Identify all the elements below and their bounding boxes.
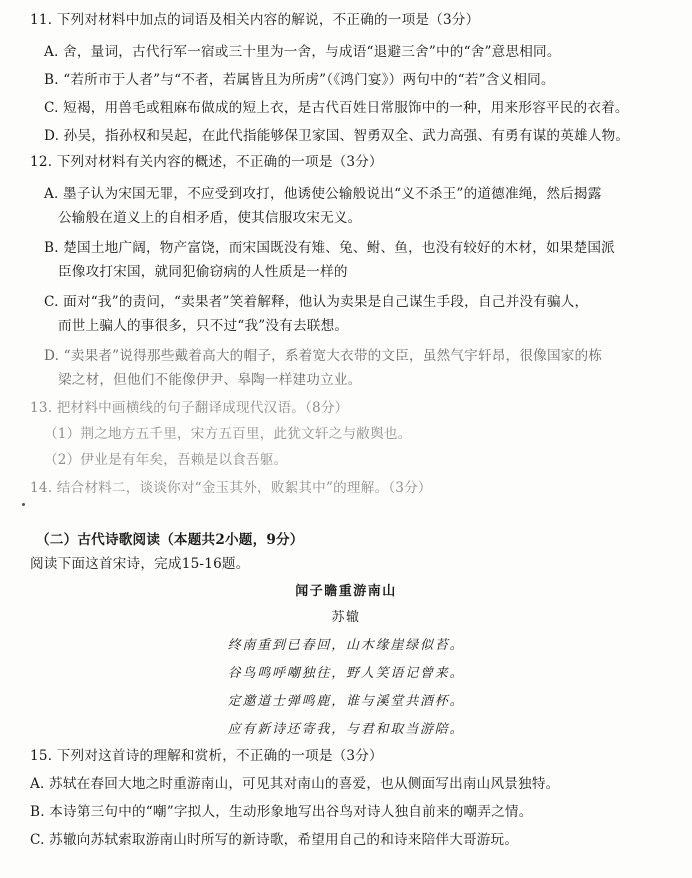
section2-heading: （二）古代诗歌阅读（本题共2小题，9分） (36, 532, 304, 548)
q13-stem: 13. 把材料中画横线的句子翻译成现代汉语。（8分） (30, 400, 349, 416)
section2-instruction: 阅读下面这首宋诗，完成15-16题。 (30, 556, 250, 572)
q12-option-c: C. 面对“我”的责问，“卖果者”笑着解释，他认为卖果是自己谋生手段，自己并没有骗人， (44, 294, 589, 310)
q11-option-d: D. 孙吴，指孙权和吴起，在此代指能够保卫家国、智勇双全、武力高强、有勇有谋的英雄人物。 (44, 128, 630, 144)
q11-stem: 11. 下列对材料中加点的词语及相关内容的解说，不正确的一项是（3分） (30, 12, 480, 28)
poem-author: 苏辙 (331, 610, 361, 625)
q12-option-a-cont: 公输般在道义上的自相矛盾，使其信服攻宋无义。 (58, 210, 362, 226)
ink-mark (22, 503, 25, 506)
q12-stem: 12. 下列对材料有关内容的概述，不正确的一项是（3分） (30, 154, 383, 170)
q12-option-d: D. “卖果者”说得那些戴着高大的帽子，系着宽大衣带的文臣，虽然气宇轩昂，很像国家的栋 (44, 348, 603, 364)
q12-option-a: A. 墨子认为宋国无罪，不应受到攻打，他诱使公输般说出“义不杀王”的道德准绳，然后揭露 (44, 186, 602, 202)
poem-title: 闻子瞻重游南山 (295, 584, 397, 599)
q12-option-d-cont: 梁之材，但他们不能像伊尹、皋陶一样建功立业。 (58, 372, 362, 388)
q15-stem: 15. 下列对这首诗的理解和赏析，不正确的一项是（3分） (30, 748, 383, 764)
q11-option-a: A. 舍，量词，古代行军一宿或三十里为一舍，与成语“退避三舍”中的“舍”意思相同。 (44, 44, 561, 60)
poem-line-4: 应有新诗还寄我，与君和取当游陪。 (227, 722, 465, 737)
q11-option-b: B. “若所市于人者”与“不者，若属皆且为所虏”（《鸿门宴》）两句中的“若”含义相同。 (44, 72, 555, 88)
poem-line-3: 定邀道士弹鸣鹿，谁与溪堂共酒杯。 (227, 694, 465, 709)
q12-option-c-cont: 而世上骗人的事很多，只不过“我”没有去联想。 (58, 318, 349, 334)
q13-item-2: （2）伊业是有年矣，吾赖是以食吾躯。 (44, 452, 288, 468)
q12-option-b-cont: 臣像攻打宋国，就同犯偷窃病的人性质是一样的 (58, 264, 348, 280)
q14-stem: 14. 结合材料二，谈谈你对“金玉其外，败絮其中”的理解。（3分） (30, 480, 432, 496)
q15-option-b: B. 本诗第三句中的“嘲”字拟人，生动形象地写出谷鸟对诗人独自前来的嘲弄之情。 (30, 804, 533, 820)
poem-line-2: 谷鸟鸣呼嘲独往，野人笑语记曾来。 (227, 666, 465, 681)
poem-line-1: 终南重到已春回，山木缘崖绿似苔。 (227, 638, 465, 653)
q12-option-b: B. 楚国土地广阔，物产富饶，而宋国既没有雉、兔、鲋、鱼，也没有较好的木材，如果楚国派 (44, 240, 615, 256)
q11-option-c: C. 短褐，用兽毛或粗麻布做成的短上衣，是古代百姓日常服饰中的一种，用来形容平民的衣着。 (44, 100, 629, 116)
q13-item-1: （1）荆之地方五千里，宋方五百里，此犹文轩之与敝舆也。 (44, 426, 412, 442)
q15-option-c: C. 苏辙向苏轼索取游南山时所写的新诗歌，希望用自己的和诗来陪伴大哥游玩。 (30, 832, 519, 848)
q15-option-a: A. 苏轼在春回大地之时重游南山，可见其对南山的喜爱，也从侧面写出南山风景独特。 (30, 776, 560, 792)
